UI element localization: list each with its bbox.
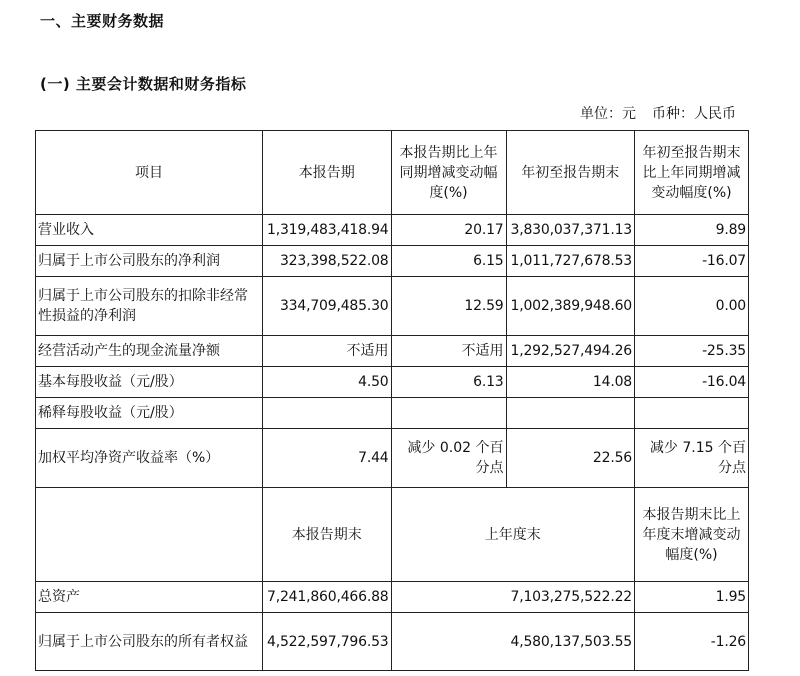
cell-value: 不适用 bbox=[263, 336, 392, 367]
header-cell: 项目 bbox=[36, 131, 263, 215]
cell-value: 334,709,485.30 bbox=[263, 277, 392, 336]
cell-value: -25.35 bbox=[635, 336, 749, 367]
cell-value: 1,011,727,678.53 bbox=[506, 246, 635, 277]
unit-label: 单位：元 bbox=[580, 106, 636, 122]
table-row bbox=[36, 398, 749, 429]
cell-value: 12.59 bbox=[391, 277, 506, 336]
unit-line bbox=[580, 103, 736, 123]
table-header-row bbox=[36, 488, 749, 582]
cell-value bbox=[506, 398, 635, 429]
currency-label: 币种：人民币 bbox=[652, 106, 736, 122]
table-row bbox=[36, 277, 749, 336]
cell-value: 4,580,137,503.55 bbox=[391, 613, 635, 671]
cell-value: 6.13 bbox=[391, 367, 506, 398]
row-label: 稀释每股收益（元/股） bbox=[36, 398, 263, 429]
cell-value bbox=[635, 398, 749, 429]
cell-value bbox=[391, 398, 506, 429]
cell-value: 7,241,860,466.88 bbox=[263, 582, 392, 613]
cell-value: 不适用 bbox=[391, 336, 506, 367]
table-row bbox=[36, 582, 749, 613]
table-row bbox=[36, 215, 749, 246]
cell-value: 323,398,522.08 bbox=[263, 246, 392, 277]
header-cell: 上年度末 bbox=[391, 488, 635, 582]
cell-value: 1.95 bbox=[635, 582, 749, 613]
cell-value: 7,103,275,522.22 bbox=[391, 582, 635, 613]
cell-value: 4,522,597,796.53 bbox=[263, 613, 392, 671]
cell-value: 0.00 bbox=[635, 277, 749, 336]
section-title: 一、主要财务数据 bbox=[40, 12, 165, 30]
cell-value: 减少 7.15 个百分点 bbox=[635, 429, 749, 488]
row-label: 经营活动产生的现金流量净额 bbox=[36, 336, 263, 367]
cell-value: -16.04 bbox=[635, 367, 749, 398]
table-row bbox=[36, 367, 749, 398]
row-label: 归属于上市公司股东的扣除非经常性损益的净利润 bbox=[36, 277, 263, 336]
header-cell: 本报告期末比上年度末增减变动幅度(%) bbox=[635, 488, 749, 582]
cell-value: 22.56 bbox=[506, 429, 635, 488]
header-cell: 本报告期 bbox=[263, 131, 392, 215]
row-label: 加权平均净资产收益率（%） bbox=[36, 429, 263, 488]
row-label: 营业收入 bbox=[36, 215, 263, 246]
cell-value: 20.17 bbox=[391, 215, 506, 246]
row-label: 归属于上市公司股东的净利润 bbox=[36, 246, 263, 277]
row-label: 归属于上市公司股东的所有者权益 bbox=[36, 613, 263, 671]
cell-value: 4.50 bbox=[263, 367, 392, 398]
table-row bbox=[36, 246, 749, 277]
cell-value: 14.08 bbox=[506, 367, 635, 398]
table-row bbox=[36, 429, 749, 488]
header-cell: 本报告期比上年同期增减变动幅度(%) bbox=[391, 131, 506, 215]
cell-value: 9.89 bbox=[635, 215, 749, 246]
row-label: 总资产 bbox=[36, 582, 263, 613]
cell-value bbox=[263, 398, 392, 429]
cell-value: -16.07 bbox=[635, 246, 749, 277]
cell-value: 7.44 bbox=[263, 429, 392, 488]
header-cell bbox=[36, 488, 263, 582]
cell-value: 1,319,483,418.94 bbox=[263, 215, 392, 246]
financial-data-table bbox=[35, 130, 749, 671]
cell-value: 1,292,527,494.26 bbox=[506, 336, 635, 367]
table-header-row bbox=[36, 131, 749, 215]
cell-value: 6.15 bbox=[391, 246, 506, 277]
header-cell: 年初至报告期末 bbox=[506, 131, 635, 215]
header-cell: 年初至报告期末比上年同期增减变动幅度(%) bbox=[635, 131, 749, 215]
subsection-title: (一) 主要会计数据和财务指标 bbox=[40, 75, 247, 93]
cell-value: 3,830,037,371.13 bbox=[506, 215, 635, 246]
header-cell: 本报告期末 bbox=[263, 488, 392, 582]
cell-value: 1,002,389,948.60 bbox=[506, 277, 635, 336]
table-row bbox=[36, 613, 749, 671]
cell-value: 减少 0.02 个百分点 bbox=[391, 429, 506, 488]
row-label: 基本每股收益（元/股） bbox=[36, 367, 263, 398]
cell-value: -1.26 bbox=[635, 613, 749, 671]
table-row bbox=[36, 336, 749, 367]
